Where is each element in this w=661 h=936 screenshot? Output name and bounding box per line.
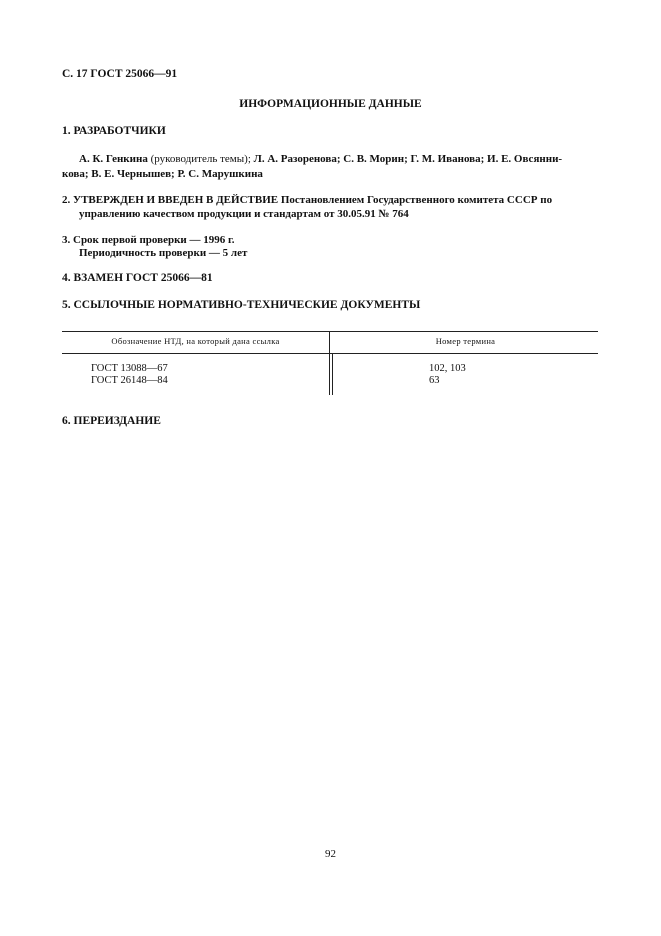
section-3-line-2: Периодичность проверки — 5 лет <box>79 247 248 259</box>
section-5-heading: 5. ССЫЛОЧНЫЕ НОРМАТИВНО-ТЕХНИЧЕСКИЕ ДОКУМЕНТЫ <box>62 299 421 311</box>
table-top-rule <box>62 331 598 332</box>
table-row-1-terms: 102, 103 <box>429 363 466 374</box>
table-column-divider <box>329 331 330 395</box>
page-number: 92 <box>325 848 336 860</box>
table-col1-header: Обозначение НТД, на который дана ссылка <box>111 336 280 346</box>
page-header: С. 17 ГОСТ 25066—91 <box>62 68 178 80</box>
table-row-2-terms: 63 <box>429 375 440 386</box>
table-row-1-doc: ГОСТ 13088—67 <box>91 363 168 374</box>
section-3-line-1: 3. Срок первой проверки — 1996 г. <box>62 234 235 246</box>
section-2-line-1: 2. УТВЕРЖДЕН И ВВЕДЕН В ДЕЙСТВИЕ Постановлением Государственного комитета СССР по <box>62 194 553 206</box>
table-column-divider-inner <box>332 353 333 395</box>
document-title: ИНФОРМАЦИОННЫЕ ДАННЫЕ <box>239 98 422 110</box>
author-lead-name: А. К. Генкина <box>79 153 148 165</box>
author-lead-role: (руководитель темы); <box>147 153 254 165</box>
table-header-rule <box>62 353 598 354</box>
section-4-heading: 4. ВЗАМЕН ГОСТ 25066—81 <box>62 272 213 284</box>
section-6-heading: 6. ПЕРЕИЗДАНИЕ <box>62 415 161 427</box>
section-1-heading: 1. РАЗРАБОТЧИКИ <box>62 125 166 137</box>
table-row-2-doc: ГОСТ 26148—84 <box>91 375 168 386</box>
table-col2-header: Номер термина <box>435 336 496 346</box>
authors-rest-1: Л. А. Разоренова; С. В. Морин; Г. М. Иванова; И. Е. Овсянни- <box>253 153 563 165</box>
section-2-line-2: управлению качеством продукции и стандартам от 30.05.91 № 764 <box>79 208 409 220</box>
authors-line-2: кова; В. Е. Чернышев; Р. С. Марушкина <box>62 168 263 180</box>
authors-line-1 <box>79 152 562 167</box>
